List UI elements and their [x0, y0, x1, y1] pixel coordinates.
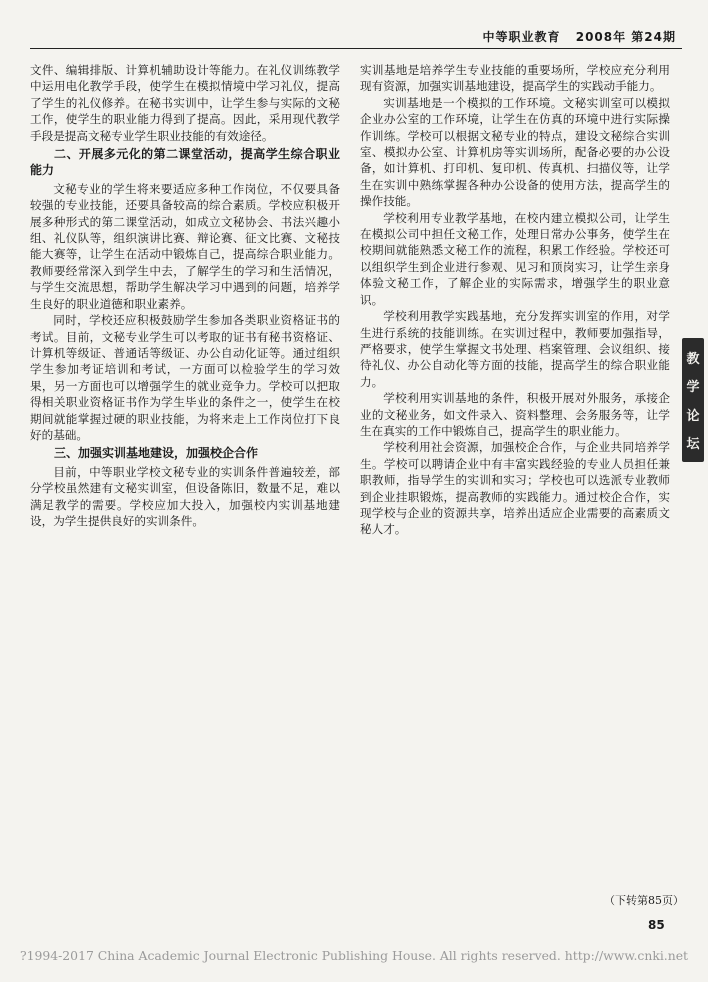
paragraph: 文件、编辑排版、计算机辅助设计等能力。在礼仪训练教学中运用电化教学手段，使学生在模拟情境中学习礼仪，提高了学生的礼仪修养。在秘书实训中，让学生参与实际的文秘工作，使学生的职业能力得到了提高。因此，采用现代教学手段是提高文秘专业学生职业技能的有效途径。 — [30, 63, 340, 143]
paragraph: 学校利用社会资源，加强校企合作，与企业共同培养学生。学校可以聘请企业中有丰富实践经验的专业人员担任兼职教师，指导学生的实训和实习；学校也可以选派专业教师到企业挂职锻炼，提高教师的实践能力。通过校企合作，实现学校与企业的资源共享，培养出适应企业需要的高素质文秘人才。 — [360, 440, 670, 537]
paragraph: 学校利用教学实践基地，充分发挥实训室的作用，对学生进行系统的技能训练。在实训过程中，教师要加强指导，严格要求，使学生掌握文书处理、档案管理、会议组织、接待礼仪、办公自动化等方面的技能，提高学生的综合职业能力。 — [360, 309, 670, 389]
journal-title: 中等职业教育 — [482, 30, 561, 44]
issue-info: 2008年 第24期 — [575, 30, 676, 44]
continuation-note: （下转第85页） — [604, 894, 684, 907]
section-side-tab — [682, 338, 704, 462]
section-heading: 二、开展多元化的第二课堂活动，提高学生综合职业能力 — [30, 147, 340, 178]
copyright-footer: ?1994-2017 China Academic Journal Electronic Publishing House. All rights reserved. http://www.cnki.net — [19, 948, 689, 963]
paragraph: 实训基地是培养学生专业技能的重要场所，学校应充分利用现有资源，加强实训基地建设，提高学生的实践动手能力。 — [360, 63, 670, 94]
paragraph: 目前，中等职业学校文秘专业的实训条件普遍较差，部分学校虽然建有文秘实训室，但设备陈旧，数量不足，难以满足教学的需要。学校应加大投入，加强校内实训基地建设，为学生提供良好的实训条件。 — [30, 464, 340, 528]
paragraph: 学校利用实训基地的条件，积极开展对外服务，承接企业的文秘业务，如文件录入、资料整理、会务服务等，让学生在真实的工作中锻炼自己，提高学生的职业能力。 — [360, 391, 670, 438]
right-column — [360, 62, 670, 892]
section-heading: 三、加强实训基地建设，加强校企合作 — [54, 446, 259, 461]
side-tab-char: 论 — [686, 408, 700, 424]
paragraph: 同时，学校还应积极鼓励学生参加各类职业资格证书的考试。目前，文秘专业学生可以考取的证书有秘书资格证、计算机等级证、普通话等级证、办公自动化证等。通过组织学生参加考证培训和考试，一方面可以检验学生的学习效果，另一方面也可以增强学生的就业竞争力。学校可以把取得相关职业资格证书作为学生毕业的条件之一，使学生在校期间就能掌握过硬的职业技能，为将来走上工作岗位打下良好的基础。 — [30, 313, 340, 442]
side-tab-char: 坛 — [686, 437, 700, 453]
side-tab-char: 教 — [686, 351, 700, 367]
left-column — [30, 62, 340, 892]
paragraph: 文秘专业的学生将来要适应多种工作岗位，不仅要具备较强的专业技能，还要具备较高的综合素质。学校应积极开展多种形式的第二课堂活动，如成立文秘协会、书法兴趣小组、礼仪队等，组织演讲比赛、辩论赛、征文比赛、文秘技能大赛等，让学生在活动中锻炼自己，提高综合职业能力。教师要经常深入到学生中去，了解学生的学习和生活情况，与学生交流思想，帮助学生解决学习中遇到的问题，培养学生良好的职业道德和职业素养。 — [30, 181, 340, 311]
header-text — [473, 28, 676, 45]
side-tab-char: 学 — [686, 380, 700, 396]
paragraph: 实训基地是一个模拟的工作环境。文秘实训室可以模拟企业办公室的工作环境，让学生在仿真的环境中进行实际操作训练。学校可以根据文秘专业的特点，建设文秘综合实训室、模拟办公室、计算机房等实训场所，配备必要的办公设备，如计算机、打印机、复印机、传真机、扫描仪等，让学生在实训中熟练掌握各种办公设备的使用方法，提高学生的操作技能。 — [360, 95, 670, 209]
running-header — [30, 26, 682, 49]
paragraph: 学校利用专业教学基地，在校内建立模拟公司，让学生在模拟公司中担任文秘工作，处理日常办公事务，使学生在校期间就能熟悉文秘工作的流程，积累工作经验。学校还可以组织学生到企业进行参观、见习和顶岗实习，让学生亲身体验文秘工作，了解企业的实际需求，增强学生的职业意识。 — [360, 210, 670, 307]
page-number: 85 — [648, 918, 665, 932]
